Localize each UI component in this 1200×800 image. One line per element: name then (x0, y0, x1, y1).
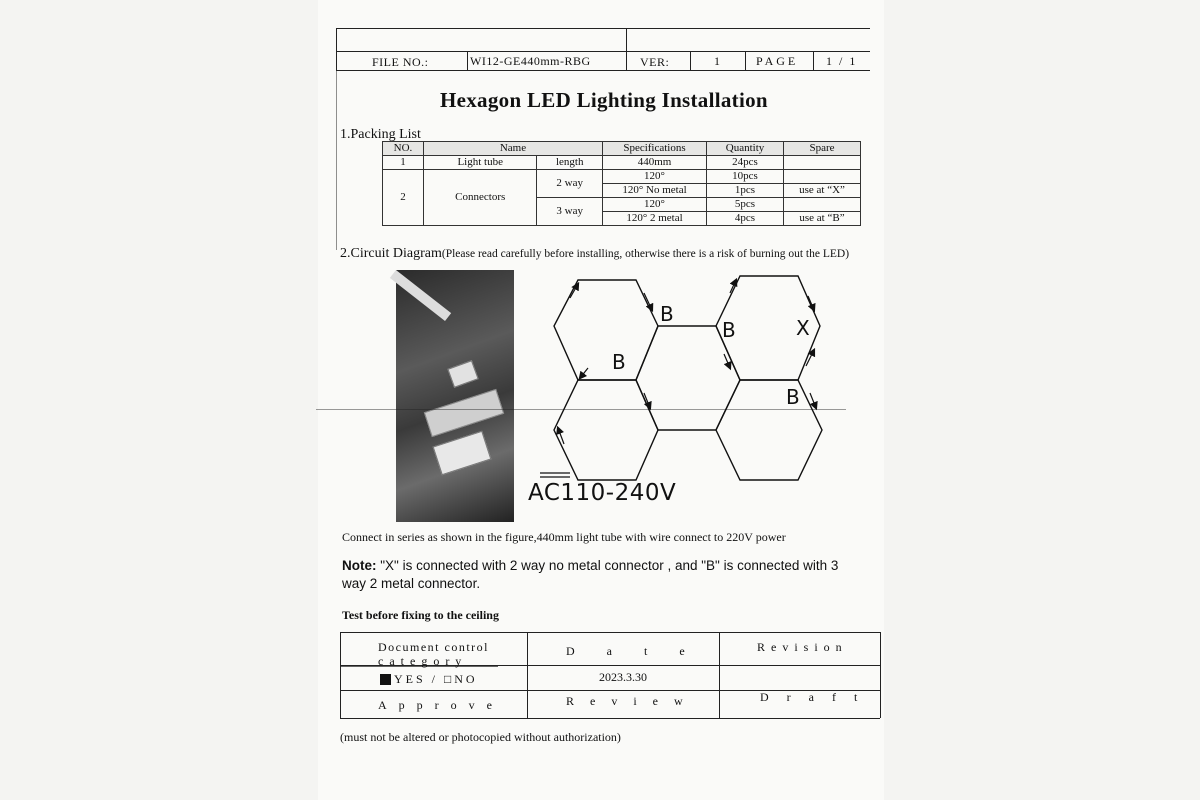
col-name: Name (424, 142, 603, 156)
cell: 4pcs (707, 212, 784, 226)
col-spare: Spare (784, 142, 861, 156)
cell: 1pcs (707, 184, 784, 198)
packing-heading: 1.Packing List (340, 127, 421, 142)
doc-control-label: Document control (378, 640, 489, 654)
table-row (383, 156, 861, 170)
cell: length (537, 156, 603, 170)
hex-shape (716, 380, 822, 480)
circuit-heading (340, 246, 849, 262)
test-instruction: Test before fixing to the ceiling (342, 608, 499, 622)
hex-shape (554, 380, 658, 480)
review-label: Review (566, 694, 699, 708)
col-no: NO. (383, 142, 424, 156)
col-spec: Specifications (603, 142, 707, 156)
cell: Connectors (424, 170, 537, 226)
cell: 440mm (603, 156, 707, 170)
cell (784, 170, 861, 184)
cell: 2 (383, 170, 424, 226)
cell: use at “B” (784, 212, 861, 226)
cell: 3 way (537, 198, 603, 226)
cell: 120° (603, 170, 707, 184)
power-label: AC110-240V (528, 480, 677, 506)
ver-label: VER: (640, 55, 670, 69)
cell: use at “X” (784, 184, 861, 198)
series-instruction: Connect in series as shown in the figure,440mm light tube with wire connect to 220V power (342, 530, 786, 544)
packing-table (382, 141, 861, 226)
draft-label: Draft (760, 690, 876, 704)
table-row (383, 142, 861, 156)
cell (784, 198, 861, 212)
ver-value: 1 (714, 54, 721, 68)
circuit-heading-note: (Please read carefully before installing, otherwise there is a risk of burning out the LED) (441, 248, 850, 260)
note-label: Note: (342, 558, 377, 573)
page-value: 1 / 1 (826, 54, 858, 68)
label-x: X (796, 316, 810, 340)
cell: 24pcs (707, 156, 784, 170)
cell: 120° (603, 198, 707, 212)
file-no-value: WI12-GE440mm-RBG (470, 54, 591, 68)
cell: 10pcs (707, 170, 784, 184)
revision-label: Revision (757, 640, 848, 654)
category-label: category (378, 654, 468, 668)
cell: 1 (383, 156, 424, 170)
footer-notice: (must not be altered or photocopied without authorization) (340, 730, 621, 744)
hexagon-diagram (540, 268, 840, 493)
label-b: B (786, 385, 800, 409)
date-label: Date (566, 644, 717, 658)
cell: 2 way (537, 170, 603, 198)
product-photo (396, 270, 514, 522)
cell: 120° 2 metal (603, 212, 707, 226)
label-b: B (722, 318, 736, 342)
yes-no-value: YES / □NO (394, 672, 478, 686)
page-label: PAGE (756, 54, 799, 68)
date-value: 2023.3.30 (599, 670, 647, 684)
label-b: B (660, 302, 674, 326)
cell: Light tube (424, 156, 537, 170)
circuit-heading-text: 2.Circuit Diagram (340, 246, 442, 261)
cell: 5pcs (707, 198, 784, 212)
cell (784, 156, 861, 170)
note-text: "X" is connected with 2 way no metal connector , and "B" is connected with 3 way 2 metal connector. (342, 558, 839, 591)
col-qty: Quantity (707, 142, 784, 156)
approve-label: Approve (378, 698, 504, 712)
checked-box-icon (380, 674, 391, 685)
label-b: B (612, 350, 626, 374)
file-no-label: FILE NO.: (372, 55, 429, 69)
note-paragraph (342, 557, 862, 593)
page-title: Hexagon LED Lighting Installation (440, 88, 768, 112)
cell: 120° No metal (603, 184, 707, 198)
table-row (383, 170, 861, 184)
